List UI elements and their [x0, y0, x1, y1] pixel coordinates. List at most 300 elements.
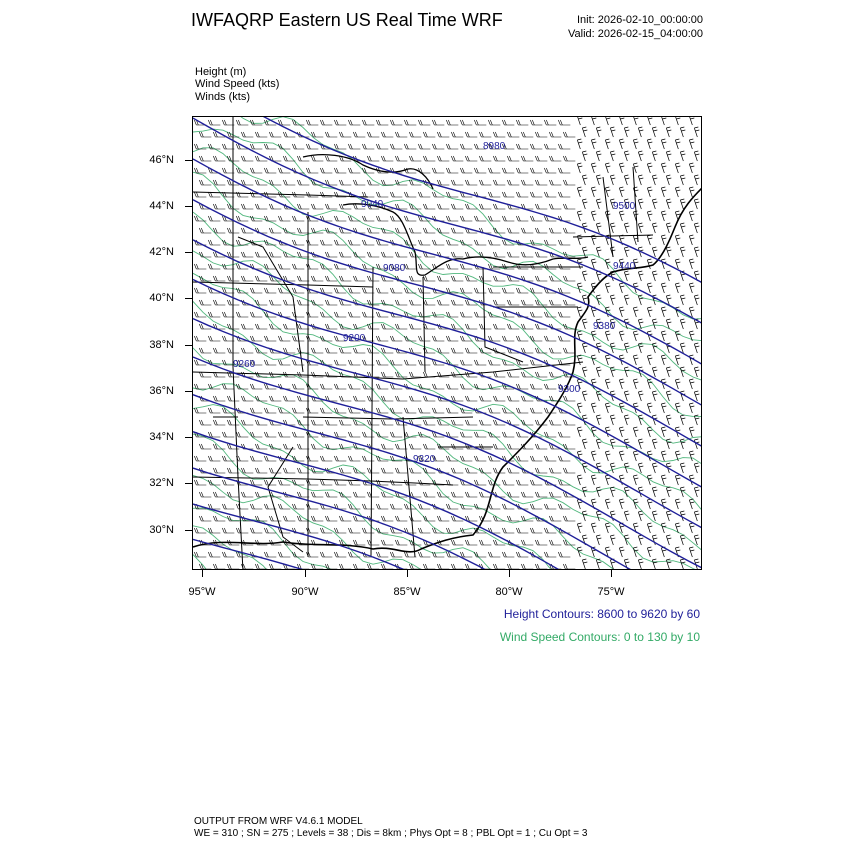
wind-barb	[549, 492, 561, 497]
barb-shaft	[521, 564, 533, 569]
wind-barb	[647, 187, 652, 197]
barb-shaft	[236, 216, 248, 221]
barb-shaft	[292, 264, 304, 269]
barb-shaft	[348, 240, 360, 245]
barb-shaft	[395, 540, 407, 545]
wind-barb	[521, 180, 533, 185]
wind-barb	[591, 139, 596, 149]
wind-barb	[666, 127, 671, 137]
wind-barb	[395, 156, 407, 161]
wind-barb	[502, 192, 514, 197]
wind-barb	[661, 163, 666, 173]
barb-shaft	[596, 223, 601, 233]
wind-barb	[549, 468, 561, 473]
barb-shaft	[680, 343, 685, 353]
wind-barb	[437, 276, 449, 281]
wind-barb	[666, 511, 671, 521]
barb-shaft	[339, 180, 351, 185]
wind-barb	[502, 288, 514, 293]
barb-shaft	[530, 408, 542, 413]
wind-barb	[376, 120, 388, 125]
barb-shaft	[633, 331, 638, 341]
barb-shaft	[409, 324, 421, 329]
barb-shaft	[334, 528, 346, 533]
barb-shaft	[446, 216, 458, 221]
wind-barb	[278, 264, 290, 269]
wind-barb	[269, 228, 281, 233]
wind-barb	[348, 312, 360, 317]
barb-shaft	[488, 288, 500, 293]
wind-barb	[381, 372, 393, 377]
map-canvas	[193, 117, 702, 570]
wind-barb	[544, 240, 556, 245]
wind-barb	[521, 300, 533, 305]
barb-shaft	[199, 492, 211, 497]
wind-barb	[680, 127, 685, 137]
wind-barb	[460, 552, 472, 557]
barb-shaft	[666, 415, 671, 425]
wind-barb	[502, 336, 514, 341]
barb-shaft	[213, 276, 225, 281]
wind-barb	[610, 223, 615, 233]
wind-barb	[516, 192, 528, 197]
wind-barb	[652, 127, 657, 137]
wind-barb	[666, 415, 671, 425]
wind-barb	[502, 552, 514, 557]
barb-shaft	[423, 348, 435, 353]
barb-shaft	[250, 408, 262, 413]
barb-shaft	[544, 528, 556, 533]
wind-barb	[638, 559, 643, 569]
wind-barb	[208, 552, 220, 557]
barb-shaft	[563, 420, 575, 425]
variable-winds-label: Winds (kts)	[195, 91, 250, 103]
barb-shaft	[619, 117, 624, 125]
wind-barb	[488, 336, 500, 341]
barb-shaft	[675, 139, 680, 149]
wind-barb	[516, 432, 528, 437]
barb-shaft	[465, 156, 477, 161]
barb-shaft	[521, 132, 533, 137]
wind-barb	[432, 408, 444, 413]
barb-shaft	[563, 396, 575, 401]
barb-shaft	[563, 348, 575, 353]
barb-shaft	[610, 151, 615, 161]
barb-shaft	[661, 211, 666, 221]
wind-barb	[535, 204, 547, 209]
wind-barb	[362, 144, 374, 149]
wind-barb	[577, 403, 582, 413]
wind-barb	[465, 420, 477, 425]
init-time: Init: 2026-02-10_00:00:00	[577, 14, 703, 26]
barb-shaft	[605, 403, 610, 413]
wind-barb	[605, 355, 610, 365]
barb-shaft	[199, 444, 211, 449]
wind-barb	[362, 504, 374, 509]
barb-shaft	[222, 552, 234, 557]
barb-shaft	[596, 247, 601, 257]
wind-barb	[199, 492, 211, 497]
variable-wind-speed-label: Wind Speed (kts)	[195, 78, 280, 90]
wind-barb	[689, 235, 694, 245]
barb-shaft	[530, 120, 542, 125]
barb-shaft	[549, 492, 561, 497]
barb-shaft	[624, 151, 629, 161]
barb-shaft	[675, 235, 680, 245]
wind-barb	[647, 403, 652, 413]
wind-barb	[418, 480, 430, 485]
wind-barb	[530, 288, 542, 293]
wind-barb	[605, 379, 610, 389]
barb-shaft	[395, 156, 407, 161]
wind-barb	[376, 480, 388, 485]
barb-shaft	[423, 132, 435, 137]
wind-barb	[577, 523, 582, 533]
barb-shaft	[689, 235, 694, 245]
wind-barb	[353, 276, 365, 281]
wind-barb	[334, 552, 346, 557]
wind-barb	[530, 192, 542, 197]
barb-shaft	[390, 432, 402, 437]
wind-barb	[680, 343, 685, 353]
wind-barb	[292, 408, 304, 413]
barb-shaft	[264, 360, 276, 365]
barb-shaft	[213, 180, 225, 185]
barb-shaft	[194, 264, 206, 269]
wind-barb	[460, 168, 472, 173]
contour-label: 9300	[558, 384, 581, 395]
wind-barb	[241, 180, 253, 185]
wind-barb	[675, 283, 680, 293]
wind-barb	[208, 432, 220, 437]
wind-barb	[605, 403, 610, 413]
barb-shaft	[208, 432, 220, 437]
wind-barb	[353, 564, 365, 569]
barb-shaft	[563, 300, 575, 305]
barb-shaft	[255, 252, 267, 257]
wind-barb	[278, 216, 290, 221]
barb-shaft	[605, 475, 610, 485]
barb-shaft	[381, 396, 393, 401]
wind-barb	[339, 468, 351, 473]
barb-shaft	[362, 240, 374, 245]
barb-shaft	[255, 300, 267, 305]
wind-barb	[255, 540, 267, 545]
barb-shaft	[362, 432, 374, 437]
lat-label: 36°N	[149, 385, 174, 397]
barb-shaft	[521, 156, 533, 161]
barb-shaft	[619, 211, 624, 221]
wind-barb	[516, 408, 528, 413]
barb-shaft	[194, 480, 206, 485]
barb-shaft	[353, 132, 365, 137]
wind-barb	[199, 228, 211, 233]
barb-shaft	[591, 117, 596, 125]
barb-shaft	[563, 564, 575, 569]
barb-shaft	[311, 156, 323, 161]
barb-shaft	[320, 456, 332, 461]
barb-shaft	[376, 192, 388, 197]
barb-shaft	[474, 240, 486, 245]
wind-barb	[488, 552, 500, 557]
wind-barb	[283, 516, 295, 521]
wind-barb	[311, 444, 323, 449]
barb-shaft	[278, 120, 290, 125]
barb-shaft	[264, 336, 276, 341]
barb-shaft	[577, 139, 582, 149]
wind-barb	[563, 540, 575, 545]
barb-shaft	[661, 523, 666, 533]
barb-shaft	[395, 132, 407, 137]
barb-shaft	[250, 288, 262, 293]
barb-shaft	[605, 163, 610, 173]
wind-barb	[250, 480, 262, 485]
wind-barb	[390, 360, 402, 365]
height-contour	[193, 280, 702, 488]
barb-shaft	[610, 535, 615, 545]
wind-barb	[624, 127, 629, 137]
wind-barb	[381, 516, 393, 521]
wind-barb	[451, 396, 463, 401]
barb-shaft	[460, 216, 472, 221]
wind-barb	[596, 175, 601, 185]
barb-shaft	[297, 180, 309, 185]
barb-shaft	[488, 120, 500, 125]
barb-shaft	[325, 492, 337, 497]
wind-barb	[675, 379, 680, 389]
wind-barb	[250, 168, 262, 173]
wind-barb	[451, 348, 463, 353]
barb-shaft	[269, 396, 281, 401]
lat-label: 38°N	[149, 339, 174, 351]
barb-shaft	[451, 180, 463, 185]
wind-barb	[311, 516, 323, 521]
barb-shaft	[236, 432, 248, 437]
barb-shaft	[479, 324, 491, 329]
wind-barb	[208, 528, 220, 533]
wind-barb	[194, 384, 206, 389]
wind-barb	[582, 439, 587, 449]
wind-barb	[213, 396, 225, 401]
barb-shaft	[236, 456, 248, 461]
barb-shaft	[269, 252, 281, 257]
wind-barb	[213, 156, 225, 161]
barb-shaft	[269, 564, 281, 569]
wind-barb	[647, 139, 652, 149]
wind-barb	[647, 547, 652, 557]
barb-shaft	[320, 120, 332, 125]
barb-shaft	[502, 432, 514, 437]
barb-shaft	[652, 151, 657, 161]
wind-barb	[605, 283, 610, 293]
wind-barb	[278, 360, 290, 365]
barb-shaft	[432, 408, 444, 413]
wind-barb	[596, 199, 601, 209]
barb-shaft	[507, 180, 519, 185]
barb-shaft	[423, 396, 435, 401]
wind-barb	[507, 396, 519, 401]
barb-shaft	[610, 487, 615, 497]
wind-barb	[479, 516, 491, 521]
wind-barb	[376, 216, 388, 221]
wind-barb	[404, 432, 416, 437]
barb-shaft	[353, 348, 365, 353]
wind-barb	[306, 192, 318, 197]
barb-shaft	[213, 468, 225, 473]
barb-shaft	[516, 168, 528, 173]
wind-barb	[624, 511, 629, 521]
barb-shaft	[208, 240, 220, 245]
barb-shaft	[624, 295, 629, 305]
barb-shaft	[638, 511, 643, 521]
barb-shaft	[437, 180, 449, 185]
wind-barb	[647, 163, 652, 173]
wind-barb	[507, 372, 519, 377]
barb-shaft	[376, 384, 388, 389]
barb-shaft	[502, 288, 514, 293]
barb-shaft	[241, 180, 253, 185]
barb-shaft	[194, 384, 206, 389]
wind-barb	[507, 564, 519, 569]
barb-shaft	[208, 312, 220, 317]
barb-shaft	[348, 384, 360, 389]
barb-shaft	[558, 312, 570, 317]
barb-shaft	[194, 288, 206, 293]
wind-barb	[334, 144, 346, 149]
barb-shaft	[577, 523, 582, 533]
wind-barb	[381, 156, 393, 161]
wind-barb	[311, 348, 323, 353]
wind-barb	[661, 475, 666, 485]
barb-shaft	[446, 336, 458, 341]
barb-shaft	[479, 420, 491, 425]
barb-shaft	[320, 240, 332, 245]
wind-barb	[493, 300, 505, 305]
barb-shaft	[694, 463, 699, 473]
barb-shaft	[465, 324, 477, 329]
wind-barb	[502, 480, 514, 485]
wind-barb	[241, 252, 253, 257]
wind-barb	[493, 204, 505, 209]
barb-shaft	[521, 492, 533, 497]
barb-shaft	[194, 168, 206, 173]
barb-shaft	[530, 216, 542, 221]
wind-barb	[535, 444, 547, 449]
wind-barb	[605, 451, 610, 461]
barb-shaft	[437, 348, 449, 353]
wind-barb	[535, 564, 547, 569]
wind-barb	[409, 228, 421, 233]
barb-shaft	[530, 288, 542, 293]
wind-barb	[325, 564, 337, 569]
barb-shaft	[390, 288, 402, 293]
barb-shaft	[320, 384, 332, 389]
wind-barb	[516, 552, 528, 557]
wind-barb	[297, 180, 309, 185]
wind-barb	[264, 216, 276, 221]
barb-shaft	[241, 132, 253, 137]
barb-shaft	[647, 235, 652, 245]
wind-barb	[325, 444, 337, 449]
barb-shaft	[577, 163, 582, 173]
barb-shaft	[208, 408, 220, 413]
barb-shaft	[269, 204, 281, 209]
wind-barb	[680, 319, 685, 329]
wind-barb	[558, 168, 570, 173]
wind-barb	[666, 175, 671, 185]
wind-barb	[437, 492, 449, 497]
barb-shaft	[395, 468, 407, 473]
barb-shaft	[460, 120, 472, 125]
barb-shaft	[278, 264, 290, 269]
wind-barb	[227, 564, 239, 569]
wind-barb	[666, 391, 671, 401]
barb-shaft	[530, 528, 542, 533]
wind-barb	[409, 276, 421, 281]
barb-shaft	[241, 492, 253, 497]
wind-barb	[507, 180, 519, 185]
wind-barb	[689, 117, 694, 125]
wind-barb	[241, 348, 253, 353]
wind-barb	[460, 120, 472, 125]
wind-barb	[488, 408, 500, 413]
barb-shaft	[530, 312, 542, 317]
barb-shaft	[563, 156, 575, 161]
wind-barb	[250, 384, 262, 389]
barb-shaft	[292, 144, 304, 149]
wind-barb	[666, 247, 671, 257]
barb-shaft	[493, 132, 505, 137]
wind-barb	[339, 180, 351, 185]
barb-shaft	[633, 307, 638, 317]
barb-shaft	[694, 391, 699, 401]
wind-barb	[194, 168, 206, 173]
barb-shaft	[544, 240, 556, 245]
barb-shaft	[619, 547, 624, 557]
wind-barb	[507, 300, 519, 305]
wind-barb	[255, 132, 267, 137]
barb-shaft	[661, 117, 666, 125]
barb-shaft	[446, 192, 458, 197]
barb-shaft	[689, 139, 694, 149]
barb-shaft	[591, 163, 596, 173]
wind-barb	[516, 456, 528, 461]
wind-barb	[582, 367, 587, 377]
barb-shaft	[479, 204, 491, 209]
wind-barb	[460, 216, 472, 221]
wind-barb	[236, 312, 248, 317]
wind-barb	[680, 223, 685, 233]
wind-barb	[376, 504, 388, 509]
wind-barb	[530, 144, 542, 149]
barb-shaft	[479, 276, 491, 281]
wind-barb	[647, 283, 652, 293]
wind-barb	[390, 432, 402, 437]
wind-barb	[652, 463, 657, 473]
barb-shaft	[652, 319, 657, 329]
barb-shaft	[633, 379, 638, 389]
wind-barb	[199, 132, 211, 137]
wind-barb	[591, 117, 596, 125]
barb-shaft	[661, 331, 666, 341]
wind-barb	[591, 403, 596, 413]
wind-barb	[306, 144, 318, 149]
wind-barb	[367, 132, 379, 137]
wind-barb	[647, 117, 652, 125]
barb-shaft	[666, 127, 671, 137]
wind-barb	[339, 276, 351, 281]
wind-barb	[320, 120, 332, 125]
